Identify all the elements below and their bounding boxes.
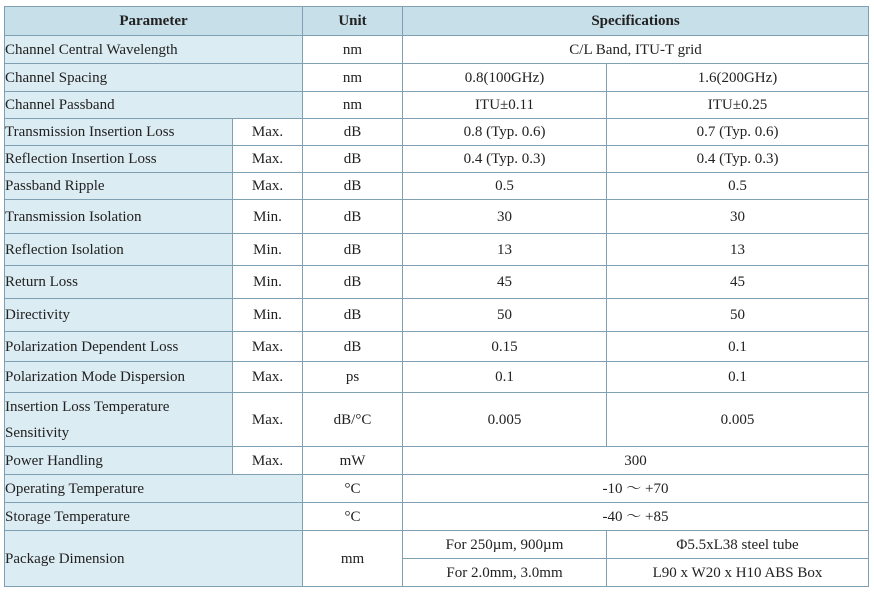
table-row bbox=[5, 362, 869, 393]
parameter-name: Transmission Isolation bbox=[5, 200, 233, 234]
spec-value-200ghz: 50 bbox=[607, 299, 869, 332]
spec-value-200ghz: 0.1 bbox=[607, 332, 869, 362]
spec-value-100ghz: 0.8(100GHz) bbox=[403, 64, 607, 92]
unit-cell: dB bbox=[303, 119, 403, 146]
unit-cell: mm bbox=[303, 531, 403, 587]
qualifier-cell: Max. bbox=[233, 393, 303, 447]
parameter-name: Insertion Loss Temperature Sensitivity bbox=[5, 393, 233, 447]
spec-value: C/L Band, ITU-T grid bbox=[403, 36, 869, 64]
table-row bbox=[5, 200, 869, 234]
unit-cell: °C bbox=[303, 475, 403, 503]
spec-value-100ghz: 45 bbox=[403, 266, 607, 299]
table-row bbox=[5, 447, 869, 475]
parameter-name: Storage Temperature bbox=[5, 503, 303, 531]
parameter-name: Passband Ripple bbox=[5, 173, 233, 200]
qualifier-cell: Min. bbox=[233, 266, 303, 299]
parameter-name: Package Dimension bbox=[5, 531, 303, 587]
parameter-name: Operating Temperature bbox=[5, 475, 303, 503]
unit-cell: dB/°C bbox=[303, 393, 403, 447]
table-row bbox=[5, 36, 869, 64]
header-row bbox=[5, 7, 869, 36]
unit-cell: dB bbox=[303, 146, 403, 173]
spec-value-200ghz: 0.005 bbox=[607, 393, 869, 447]
parameter-name: Channel Spacing bbox=[5, 64, 303, 92]
spec-value-100ghz: 0.8 (Typ. 0.6) bbox=[403, 119, 607, 146]
table-row bbox=[5, 475, 869, 503]
qualifier-cell: Min. bbox=[233, 299, 303, 332]
unit-cell: dB bbox=[303, 266, 403, 299]
spec-value: -40 ～ +85 bbox=[403, 503, 869, 531]
spec-value: 300 bbox=[403, 447, 869, 475]
table-row bbox=[5, 299, 869, 332]
table-row bbox=[5, 266, 869, 299]
table-row bbox=[5, 64, 869, 92]
parameter-name: Channel Passband bbox=[5, 92, 303, 119]
unit-cell: nm bbox=[303, 92, 403, 119]
package-dimension-1: Φ5.5xL38 steel tube bbox=[607, 531, 869, 559]
package-fiber-type-1: For 250µm, 900µm bbox=[403, 531, 607, 559]
table-row bbox=[5, 332, 869, 362]
parameter-name: Transmission Insertion Loss bbox=[5, 119, 233, 146]
header-parameter: Parameter bbox=[5, 7, 303, 36]
unit-cell: dB bbox=[303, 234, 403, 266]
parameter-name: Reflection Isolation bbox=[5, 234, 233, 266]
spec-value-100ghz: 0.4 (Typ. 0.3) bbox=[403, 146, 607, 173]
table-row bbox=[5, 92, 869, 119]
unit-cell: ps bbox=[303, 362, 403, 393]
spec-value-200ghz: 1.6(200GHz) bbox=[607, 64, 869, 92]
package-fiber-type-2: For 2.0mm, 3.0mm bbox=[403, 559, 607, 587]
spec-value: -10 ～ +70 bbox=[403, 475, 869, 503]
qualifier-cell: Max. bbox=[233, 332, 303, 362]
spec-value-100ghz: 0.5 bbox=[403, 173, 607, 200]
qualifier-cell: Min. bbox=[233, 200, 303, 234]
qualifier-cell: Max. bbox=[233, 119, 303, 146]
header-specifications: Specifications bbox=[403, 7, 869, 36]
parameter-name: Channel Central Wavelength bbox=[5, 36, 303, 64]
spec-value-100ghz: 0.1 bbox=[403, 362, 607, 393]
unit-cell: dB bbox=[303, 173, 403, 200]
unit-cell: mW bbox=[303, 447, 403, 475]
table-row bbox=[5, 173, 869, 200]
spec-value-200ghz: 0.5 bbox=[607, 173, 869, 200]
table-row bbox=[5, 393, 869, 447]
spec-value-100ghz: 0.005 bbox=[403, 393, 607, 447]
spec-value-200ghz: 45 bbox=[607, 266, 869, 299]
parameter-name: Power Handling bbox=[5, 447, 233, 475]
unit-cell: °C bbox=[303, 503, 403, 531]
qualifier-cell: Max. bbox=[233, 146, 303, 173]
spec-value-100ghz: 0.15 bbox=[403, 332, 607, 362]
unit-cell: dB bbox=[303, 299, 403, 332]
unit-cell: dB bbox=[303, 332, 403, 362]
spec-value-200ghz: 0.1 bbox=[607, 362, 869, 393]
qualifier-cell: Max. bbox=[233, 447, 303, 475]
unit-cell: nm bbox=[303, 64, 403, 92]
spec-value-200ghz: 30 bbox=[607, 200, 869, 234]
parameter-name: Polarization Dependent Loss bbox=[5, 332, 233, 362]
table-row bbox=[5, 234, 869, 266]
spec-value-100ghz: 50 bbox=[403, 299, 607, 332]
spec-value-100ghz: 30 bbox=[403, 200, 607, 234]
package-dimension-2: L90 x W20 x H10 ABS Box bbox=[607, 559, 869, 587]
spec-value-100ghz: 13 bbox=[403, 234, 607, 266]
table-row bbox=[5, 146, 869, 173]
qualifier-cell: Max. bbox=[233, 362, 303, 393]
spec-value-200ghz: ITU±0.25 bbox=[607, 92, 869, 119]
parameter-name: Directivity bbox=[5, 299, 233, 332]
parameter-name: Return Loss bbox=[5, 266, 233, 299]
unit-cell: nm bbox=[303, 36, 403, 64]
table-row bbox=[5, 119, 869, 146]
header-unit: Unit bbox=[303, 7, 403, 36]
parameter-name: Polarization Mode Dispersion bbox=[5, 362, 233, 393]
spec-value-200ghz: 0.4 (Typ. 0.3) bbox=[607, 146, 869, 173]
spec-value-200ghz: 13 bbox=[607, 234, 869, 266]
unit-cell: dB bbox=[303, 200, 403, 234]
parameter-name: Reflection Insertion Loss bbox=[5, 146, 233, 173]
spec-value-100ghz: ITU±0.11 bbox=[403, 92, 607, 119]
table-row bbox=[5, 531, 869, 559]
specification-table bbox=[4, 6, 869, 587]
qualifier-cell: Max. bbox=[233, 173, 303, 200]
table-row bbox=[5, 503, 869, 531]
spec-value-200ghz: 0.7 (Typ. 0.6) bbox=[607, 119, 869, 146]
qualifier-cell: Min. bbox=[233, 234, 303, 266]
